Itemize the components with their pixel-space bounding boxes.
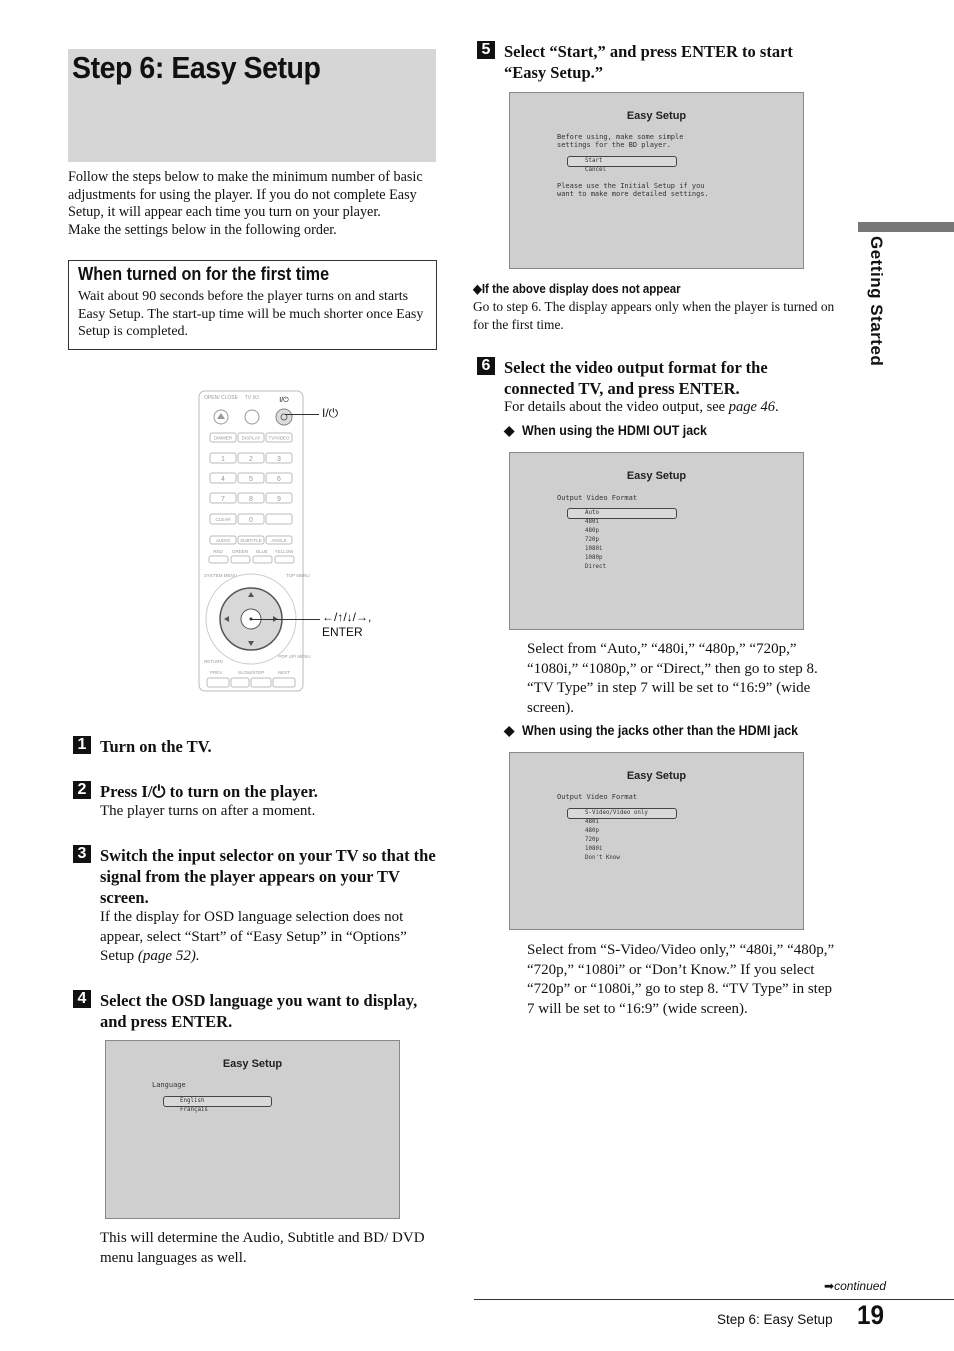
hdmi-diamond: ◆: [504, 423, 515, 438]
page-title: Step 6: Easy Setup: [72, 50, 321, 85]
remote-key-9: 9: [277, 496, 281, 503]
enter-callout: ENTER: [322, 625, 363, 639]
language-screen-title: Easy Setup: [222, 1058, 283, 1070]
start-screen-line1: Before using, make some simple: [557, 133, 684, 141]
remote-display: DISPLAY: [241, 435, 261, 441]
start-option-cancel: Cancel: [585, 167, 606, 173]
remote-next: NEXT: [278, 670, 291, 675]
footer-label: Step 6: Easy Setup: [717, 1312, 833, 1327]
step-3-page-ref: (page 52).: [137, 948, 200, 964]
hdmi-screen: [509, 452, 804, 630]
step-2-heading: Press I/⏻ to turn on the player.: [100, 782, 318, 801]
hdmi-option-480p: 480p: [585, 528, 599, 534]
hdmi-option-1080i: 1080i: [585, 546, 603, 552]
language-screen-label: Language: [152, 1081, 186, 1089]
start-screen-line2: settings for the BD player.: [557, 141, 671, 149]
intro-text-2: Make the settings below in the following order.: [68, 222, 337, 238]
note-above-display-text: Go to step 6. The display appears only when the player is turned on for the first time.: [473, 299, 835, 332]
other-jack-subheading-text: When using the jacks other than the HDMI jack: [521, 723, 798, 738]
step-1-number: 1: [73, 736, 91, 754]
start-option-start: Start: [585, 158, 603, 164]
arrows-callout: ←/↑/↓/→,: [322, 610, 372, 624]
step-4-heading: Select the OSD language you want to display, and press ENTER.: [100, 991, 418, 1031]
side-tab-label: Getting Started: [867, 236, 886, 367]
step-5-number: 5: [477, 41, 495, 59]
start-selection-bar: [567, 156, 677, 167]
remote-key-0: 0: [249, 517, 253, 524]
first-time-box-title: When turned on for the first time: [78, 264, 330, 284]
other-option-720p: 720p: [585, 837, 599, 843]
remote-system-menu: SYSTEM MENU: [204, 573, 238, 578]
remote-key-2: 2: [249, 456, 253, 463]
hdmi-option-480i: 480i: [585, 519, 599, 525]
remote-red: RED: [213, 549, 223, 554]
step-1-heading: Turn on the TV.: [100, 737, 212, 756]
remote-audio: AUDIO: [215, 538, 231, 543]
remote-clear: CLEAR: [215, 517, 231, 522]
hdmi-text: Select from “Auto,” “480i,” “480p,” “720p,” “1080i,” “1080p,” or “Direct,” then go to step 8. “TV Type” in step 7 will be set to “16:9” (wide screen).: [527, 641, 818, 716]
other-option-1080i: 1080i: [585, 846, 603, 852]
remote-key-1: 1: [221, 456, 225, 463]
remote-subtitle: SUBTITLE: [240, 538, 262, 543]
step-4-text: This will determine the Audio, Subtitle and BD/ DVD menu languages as well.: [100, 1230, 425, 1266]
other-option-480p: 480p: [585, 828, 599, 834]
start-screen-title: Easy Setup: [626, 110, 687, 122]
step-6-heading: Select the video output format for the connected TV, and press ENTER.: [504, 358, 768, 398]
remote-key-5: 5: [249, 476, 253, 483]
other-screen-title: Easy Setup: [626, 770, 687, 782]
remote-blue: BLUE: [256, 549, 268, 554]
other-jack-subheading: [504, 723, 822, 739]
remote-popup-menu: POP UP/ MENU: [278, 654, 311, 659]
step-3-heading: Switch the input selector on your TV so that the signal from the player appears on your TV screen.: [100, 846, 436, 907]
continued-text: continued: [834, 1279, 887, 1293]
remote-green: GREEN: [231, 549, 249, 554]
language-screen: [105, 1040, 400, 1219]
step-6-text-tail: .: [775, 399, 779, 415]
step-6-text-body: For details about the video output, see: [504, 399, 726, 415]
step-3-text: [100, 908, 440, 967]
hdmi-subheading-text: When using the HDMI OUT jack: [521, 423, 707, 438]
continued-arrow-icon: ➡: [824, 1279, 835, 1293]
other-option-480i: 480i: [585, 819, 599, 825]
other-option-dont-know: Don't Know: [585, 855, 620, 861]
note-above-display-heading: ◆If the above display does not appear: [473, 282, 681, 296]
step-2-text: The player turns on after a moment.: [100, 803, 316, 819]
language-option-french: Français: [180, 1107, 208, 1113]
remote-key-7: 7: [221, 496, 225, 503]
other-screen-label: Output Video Format: [557, 793, 638, 801]
hdmi-selection-bar: [567, 508, 677, 519]
start-screen: [509, 92, 804, 269]
first-time-box-text: Wait about 90 seconds before the player turns on and starts Easy Setup. The start-up time will be much shorter once Easy Setup is completed.: [78, 289, 424, 340]
step-2-number: 2: [73, 781, 91, 799]
remote-dimmer: DIMMER: [213, 435, 233, 441]
remote-top-menu: TOP MENU: [286, 573, 310, 578]
remote-drawing: [198, 390, 311, 692]
hdmi-option-720p: 720p: [585, 537, 599, 543]
remote-slow-step: SLOW/STEP: [238, 670, 265, 675]
step-5-heading: Select “Start,” and press ENTER to start “Easy Setup.”: [504, 42, 793, 82]
remote-angle: ANGLE: [271, 538, 287, 543]
other-option-svideo: S-Video/Video only: [585, 810, 648, 816]
intro-text: Follow the steps below to make the minimum number of basic adjustments for using the player. If you do not complete Easy Setup, it will appear each time you turn on your player.: [68, 169, 423, 221]
hdmi-subheading: [504, 423, 723, 439]
remote-key-3: 3: [277, 456, 281, 463]
hdmi-screen-label: Output Video Format: [557, 494, 638, 502]
remote-illustration: [198, 390, 311, 692]
language-option-english: English: [180, 1098, 205, 1104]
hdmi-screen-title: Easy Setup: [626, 470, 687, 482]
remote-yellow: YELLOW: [274, 549, 294, 554]
continued-note: [824, 1279, 886, 1293]
arrows-callout-line: [250, 619, 320, 620]
power-callout: I/⏻: [322, 406, 339, 420]
remote-return: RETURN: [204, 659, 223, 664]
other-jack-diamond: ◆: [504, 723, 515, 738]
step-3-text-body: If the display for OSD language selection does not appear, select “Start” of “Easy Setup” in “Options” Setup: [100, 909, 407, 964]
start-screen-line4: want to make more detailed settings.: [557, 190, 709, 198]
hdmi-option-auto: Auto: [585, 510, 599, 516]
remote-key-8: 8: [249, 496, 253, 503]
step-6-number: 6: [477, 357, 495, 375]
step-4-number: 4: [73, 990, 91, 1008]
remote-key-6: 6: [277, 476, 281, 483]
remote-tv-power-label: TV I/⏻: [244, 395, 260, 401]
side-tab-bar: [858, 222, 954, 232]
other-jack-text: Select from “S-Video/Video only,” “480i,” “480p,” “720p,” “1080i” or “Don’t Know.” If you select “720p” or “1080i,” go to step 8. “TV Type” in step 7 will be set to “16:9” (wide screen).: [527, 942, 835, 1017]
remote-key-4: 4: [221, 476, 225, 483]
step-3-number: 3: [73, 845, 91, 863]
remote-power-label: I/⏻: [279, 397, 289, 404]
first-time-box: [68, 260, 437, 350]
hdmi-option-direct: Direct: [585, 564, 606, 570]
remote-prev: PREV: [210, 670, 223, 675]
step-6-text: [504, 399, 844, 417]
remote-open-close-label: OPEN/ CLOSE: [204, 395, 238, 401]
page-number: 19: [857, 1300, 885, 1330]
step-6-page-ref: page 46: [728, 399, 776, 415]
power-callout-line: [285, 414, 319, 415]
remote-tv-video: TV/VIDEO: [268, 435, 290, 441]
hdmi-option-1080p: 1080p: [585, 555, 603, 561]
start-screen-line3: Please use the Initial Setup if you: [557, 182, 705, 190]
other-jack-screen: [509, 752, 804, 930]
